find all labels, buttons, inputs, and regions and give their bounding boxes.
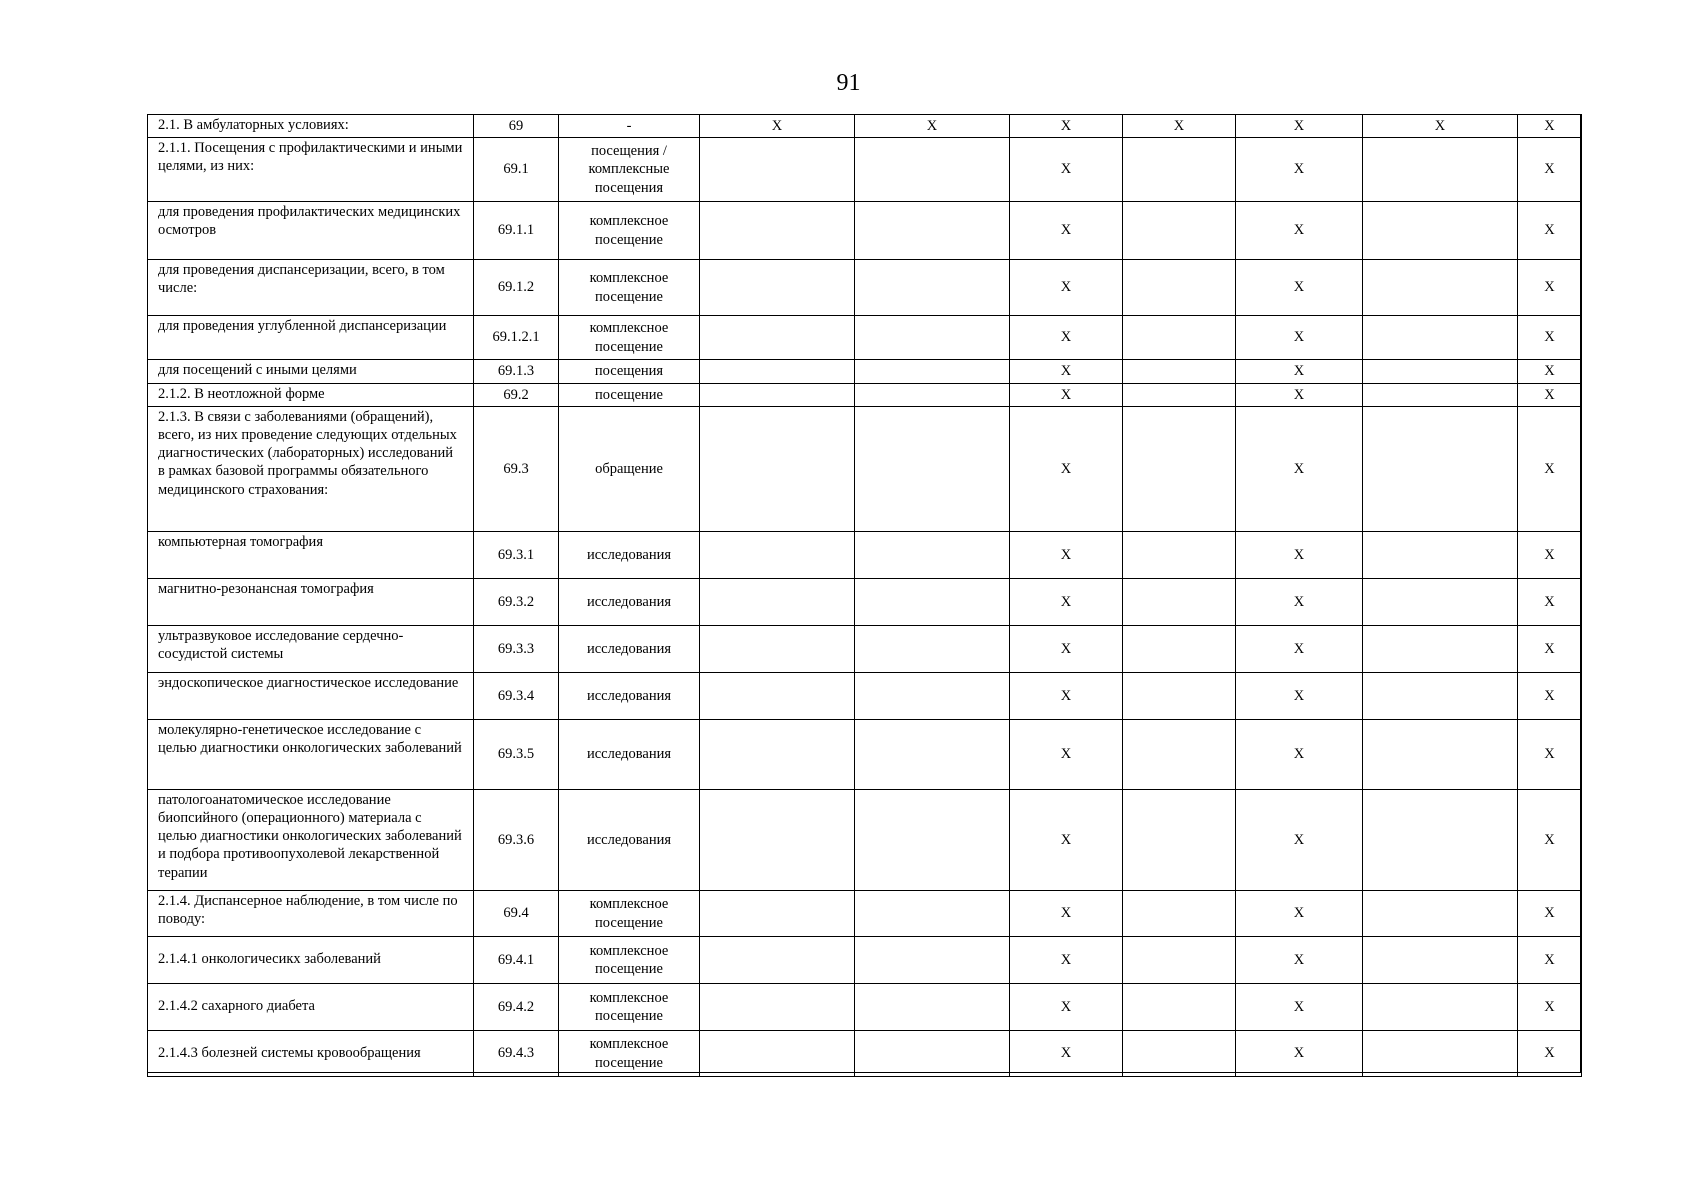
table-row — [148, 115, 1582, 138]
row-unit: исследования — [559, 626, 700, 673]
cell-col7 — [1123, 579, 1236, 626]
cell-col9 — [1363, 1031, 1518, 1077]
row-code: 69.3.3 — [474, 626, 559, 673]
row-code: 69.3.2 — [474, 579, 559, 626]
cell-col5 — [855, 790, 1010, 891]
cell-col5 — [855, 937, 1010, 984]
cell-col9 — [1363, 579, 1518, 626]
row-unit: исследования — [559, 532, 700, 579]
cell-col5 — [855, 891, 1010, 937]
cell-col5: X — [855, 115, 1010, 138]
cell-col8: X — [1236, 790, 1363, 891]
cell-col10: X — [1518, 384, 1582, 407]
cell-col9 — [1363, 720, 1518, 790]
cell-col10: X — [1518, 626, 1582, 673]
cell-col7 — [1123, 984, 1236, 1031]
cell-col8: X — [1236, 720, 1363, 790]
cell-col6: X — [1010, 532, 1123, 579]
row-name: 2.1.4. Диспансерное наблюдение, в том числе по поводу: — [148, 891, 474, 937]
cell-col10: X — [1518, 407, 1582, 532]
cell-col7 — [1123, 673, 1236, 720]
row-name: 2.1.1. Посещения с профилактическими и иными целями, из них: — [148, 138, 474, 202]
row-code: 69.2 — [474, 384, 559, 407]
cell-col9 — [1363, 138, 1518, 202]
cell-col6: X — [1010, 138, 1123, 202]
cell-col5 — [855, 202, 1010, 260]
table-row — [148, 720, 1582, 790]
cell-col6: X — [1010, 891, 1123, 937]
row-name: 2.1.3. В связи с заболеваниями (обращений), всего, из них проведение следующих отдельных диагностических (лабораторных) исследований в рамках базовой программы обязательного медицинского страхования: — [148, 407, 474, 532]
cell-col7 — [1123, 384, 1236, 407]
cell-col7 — [1123, 790, 1236, 891]
cell-col6: X — [1010, 626, 1123, 673]
cell-col4 — [700, 720, 855, 790]
table-row — [148, 384, 1582, 407]
row-code: 69.1.2.1 — [474, 316, 559, 360]
cell-col4 — [700, 984, 855, 1031]
cell-col7 — [1123, 260, 1236, 316]
cell-col10: X — [1518, 673, 1582, 720]
cell-col10: X — [1518, 937, 1582, 984]
row-name: 2.1.4.3 болезней системы кровообращения — [148, 1031, 474, 1077]
cell-col4 — [700, 384, 855, 407]
cell-col10: X — [1518, 260, 1582, 316]
cell-col10: X — [1518, 720, 1582, 790]
cell-col6: X — [1010, 115, 1123, 138]
cell-col8: X — [1236, 115, 1363, 138]
cell-col5 — [855, 673, 1010, 720]
row-code: 69.4.3 — [474, 1031, 559, 1077]
row-name: магнитно-резонансная томография — [148, 579, 474, 626]
table-row — [148, 407, 1582, 532]
cell-col7 — [1123, 1031, 1236, 1077]
row-unit: комплексное посещение — [559, 316, 700, 360]
cell-col5 — [855, 407, 1010, 532]
cell-col10: X — [1518, 532, 1582, 579]
cell-col9 — [1363, 673, 1518, 720]
row-unit: - — [559, 115, 700, 138]
cell-col10: X — [1518, 138, 1582, 202]
cell-col4 — [700, 360, 855, 384]
cell-col9 — [1363, 937, 1518, 984]
cell-col9 — [1363, 891, 1518, 937]
cell-col8: X — [1236, 384, 1363, 407]
cell-col4 — [700, 316, 855, 360]
cell-col4 — [700, 260, 855, 316]
cell-col6: X — [1010, 260, 1123, 316]
cell-col8: X — [1236, 1031, 1363, 1077]
cell-col10: X — [1518, 360, 1582, 384]
row-code: 69.3.6 — [474, 790, 559, 891]
cell-col4 — [700, 579, 855, 626]
row-unit: комплексное посещение — [559, 984, 700, 1031]
row-unit: комплексное посещение — [559, 202, 700, 260]
cell-col10: X — [1518, 1031, 1582, 1077]
cell-col7: X — [1123, 115, 1236, 138]
cell-col4: X — [700, 115, 855, 138]
cell-col10: X — [1518, 790, 1582, 891]
row-code: 69 — [474, 115, 559, 138]
cell-col9 — [1363, 790, 1518, 891]
cell-col10: X — [1518, 115, 1582, 138]
row-name: 2.1.4.1 онкологичесикх заболеваний — [148, 937, 474, 984]
row-unit: исследования — [559, 673, 700, 720]
row-unit: комплексное посещение — [559, 891, 700, 937]
cell-col6: X — [1010, 1031, 1123, 1077]
cell-col4 — [700, 937, 855, 984]
cell-col4 — [700, 138, 855, 202]
cell-col4 — [700, 1031, 855, 1077]
cell-col8: X — [1236, 138, 1363, 202]
row-code: 69.1.3 — [474, 360, 559, 384]
cell-col8: X — [1236, 202, 1363, 260]
cell-col8: X — [1236, 532, 1363, 579]
table-row — [148, 1031, 1582, 1077]
cell-col6: X — [1010, 316, 1123, 360]
table-row — [148, 316, 1582, 360]
row-name: ультразвуковое исследование сердечно-сосудистой системы — [148, 626, 474, 673]
table-row — [148, 790, 1582, 891]
cell-col9 — [1363, 202, 1518, 260]
cell-col4 — [700, 673, 855, 720]
cell-col4 — [700, 407, 855, 532]
cell-col7 — [1123, 532, 1236, 579]
cell-col7 — [1123, 891, 1236, 937]
cell-col9 — [1363, 984, 1518, 1031]
row-code: 69.3.5 — [474, 720, 559, 790]
row-unit: обращение — [559, 407, 700, 532]
cell-col9 — [1363, 316, 1518, 360]
row-name: для посещений с иными целями — [148, 360, 474, 384]
cell-col6: X — [1010, 984, 1123, 1031]
cell-col6: X — [1010, 673, 1123, 720]
cell-col9 — [1363, 384, 1518, 407]
cell-col10: X — [1518, 984, 1582, 1031]
data-table — [147, 114, 1582, 1077]
table-row — [148, 579, 1582, 626]
row-name: эндоскопическое диагностическое исследование — [148, 673, 474, 720]
cell-col5 — [855, 1031, 1010, 1077]
cell-col7 — [1123, 720, 1236, 790]
cell-col9 — [1363, 532, 1518, 579]
table-body — [148, 115, 1582, 1077]
table-row — [148, 891, 1582, 937]
cell-col7 — [1123, 138, 1236, 202]
cell-col5 — [855, 984, 1010, 1031]
cell-col10: X — [1518, 316, 1582, 360]
page-number: 91 — [836, 70, 861, 96]
row-code: 69.4.2 — [474, 984, 559, 1031]
cell-col4 — [700, 626, 855, 673]
cell-col8: X — [1236, 316, 1363, 360]
cell-col4 — [700, 532, 855, 579]
cell-col5 — [855, 316, 1010, 360]
row-unit: комплексное посещение — [559, 1031, 700, 1077]
cell-col10: X — [1518, 891, 1582, 937]
table-row — [148, 260, 1582, 316]
cell-col7 — [1123, 360, 1236, 384]
cell-col8: X — [1236, 984, 1363, 1031]
cell-col8: X — [1236, 626, 1363, 673]
row-code: 69.1 — [474, 138, 559, 202]
table-row — [148, 673, 1582, 720]
cell-col8: X — [1236, 673, 1363, 720]
row-unit: посещения / комплексные посещения — [559, 138, 700, 202]
row-code: 69.4 — [474, 891, 559, 937]
row-name: 2.1.2. В неотложной форме — [148, 384, 474, 407]
cell-col7 — [1123, 202, 1236, 260]
row-name: для проведения профилактических медицинских осмотров — [148, 202, 474, 260]
row-unit: исследования — [559, 790, 700, 891]
row-name: 2.1. В амбулаторных условиях: — [148, 115, 474, 138]
table-row — [148, 626, 1582, 673]
cell-col5 — [855, 720, 1010, 790]
cell-col5 — [855, 260, 1010, 316]
row-code: 69.3.1 — [474, 532, 559, 579]
row-code: 69.4.1 — [474, 937, 559, 984]
row-unit: посещения — [559, 360, 700, 384]
cell-col8: X — [1236, 407, 1363, 532]
cell-col10: X — [1518, 202, 1582, 260]
cell-col6: X — [1010, 384, 1123, 407]
cell-col7 — [1123, 407, 1236, 532]
cell-col8: X — [1236, 260, 1363, 316]
cell-col6: X — [1010, 579, 1123, 626]
cell-col8: X — [1236, 579, 1363, 626]
cell-col9 — [1363, 407, 1518, 532]
cell-col6: X — [1010, 720, 1123, 790]
cell-col6: X — [1010, 202, 1123, 260]
row-name: для проведения углубленной диспансеризации — [148, 316, 474, 360]
cell-col6: X — [1010, 937, 1123, 984]
cell-col5 — [855, 626, 1010, 673]
cell-col4 — [700, 790, 855, 891]
row-code: 69.3.4 — [474, 673, 559, 720]
table-row — [148, 202, 1582, 260]
table-row — [148, 984, 1582, 1031]
row-name: 2.1.4.2 сахарного диабета — [148, 984, 474, 1031]
row-code: 69.3 — [474, 407, 559, 532]
table-row — [148, 937, 1582, 984]
row-name: патологоанатомическое исследование биопсийного (операционного) материала с целью диагностики онкологических заболеваний и подбора противоопухолевой лекарственной терапии — [148, 790, 474, 891]
cell-col7 — [1123, 626, 1236, 673]
table-row — [148, 138, 1582, 202]
cell-col8: X — [1236, 937, 1363, 984]
row-unit: комплексное посещение — [559, 937, 700, 984]
row-unit: комплексное посещение — [559, 260, 700, 316]
row-unit: посещение — [559, 384, 700, 407]
table-row — [148, 360, 1582, 384]
cell-col4 — [700, 891, 855, 937]
row-name: для проведения диспансеризации, всего, в том числе: — [148, 260, 474, 316]
row-unit: исследования — [559, 579, 700, 626]
cell-col9 — [1363, 626, 1518, 673]
cell-col6: X — [1010, 360, 1123, 384]
cell-col7 — [1123, 316, 1236, 360]
row-name: компьютерная томография — [148, 532, 474, 579]
cell-col6: X — [1010, 407, 1123, 532]
row-code: 69.1.1 — [474, 202, 559, 260]
table-row — [148, 532, 1582, 579]
cell-col5 — [855, 360, 1010, 384]
row-unit: исследования — [559, 720, 700, 790]
cell-col8: X — [1236, 891, 1363, 937]
cell-col9 — [1363, 260, 1518, 316]
row-name: молекулярно-генетическое исследование с целью диагностики онкологических заболеваний — [148, 720, 474, 790]
cell-col4 — [700, 202, 855, 260]
row-code: 69.1.2 — [474, 260, 559, 316]
cell-col7 — [1123, 937, 1236, 984]
cell-col9 — [1363, 360, 1518, 384]
cell-col5 — [855, 138, 1010, 202]
cell-col9: X — [1363, 115, 1518, 138]
cell-col5 — [855, 579, 1010, 626]
cell-col6: X — [1010, 790, 1123, 891]
cell-col10: X — [1518, 579, 1582, 626]
cell-col5 — [855, 384, 1010, 407]
cell-col8: X — [1236, 360, 1363, 384]
cell-col5 — [855, 532, 1010, 579]
